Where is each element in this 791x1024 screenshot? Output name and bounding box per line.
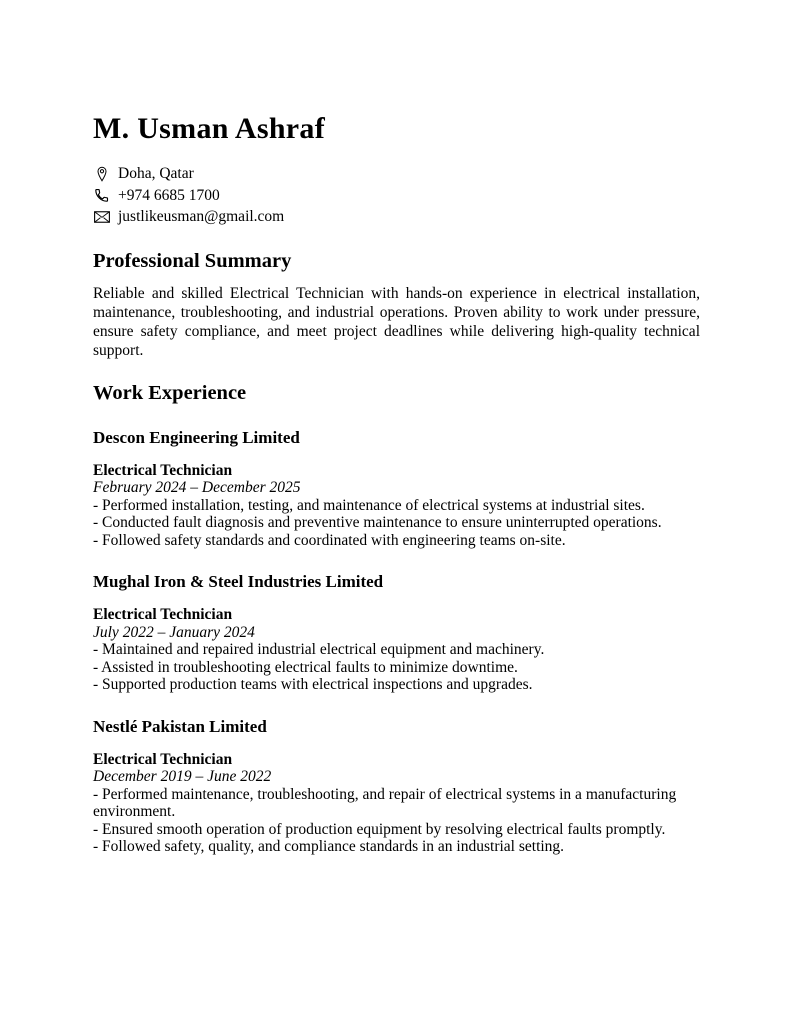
job-dates: February 2024 – December 2025	[93, 479, 301, 496]
job-entry-nestle	[93, 717, 700, 856]
company-name: Descon Engineering Limited	[93, 427, 300, 447]
email-text: justlikeusman@gmail.com	[118, 208, 285, 225]
email-envelope-icon	[93, 211, 110, 223]
job-title: Electrical Technician	[93, 750, 233, 768]
contact-phone	[93, 185, 700, 207]
phone-icon	[93, 188, 110, 203]
contact-location	[93, 163, 700, 185]
company-name: Nestlé Pakistan Limited	[93, 716, 267, 736]
summary-heading: Professional Summary	[93, 249, 292, 272]
job-entry-descon	[93, 428, 700, 550]
job-title: Electrical Technician	[93, 461, 233, 479]
candidate-name: M. Usman Ashraf	[93, 112, 326, 145]
job-bullet: - Followed safety, quality, and compliance standards in an industrial setting.	[93, 838, 565, 855]
job-bullet: - Supported production teams with electrical inspections and upgrades.	[93, 676, 533, 693]
company-name: Mughal Iron & Steel Industries Limited	[93, 572, 384, 591]
job-title: Electrical Technician	[93, 606, 233, 623]
job-dates: December 2019 – June 2022	[93, 768, 272, 785]
location-text: Doha, Qatar	[118, 165, 194, 182]
job-bullet: - Performed installation, testing, and maintenance of electrical systems at industrial sites.	[93, 496, 645, 514]
phone-text: +974 6685 1700	[118, 186, 220, 204]
job-bullet: - Followed safety standards and coordinated with engineering teams on-site.	[93, 531, 566, 549]
contact-block	[93, 163, 700, 228]
job-entry-mughal	[93, 572, 700, 694]
job-bullet: - Conducted fault diagnosis and preventive maintenance to ensure uninterrupted operations.	[93, 514, 662, 531]
job-bullet: - Ensured smooth operation of production equipment by resolving electrical faults promptly.	[93, 820, 666, 838]
job-bullet: - Assisted in troubleshooting electrical faults to minimize downtime.	[93, 658, 518, 676]
location-pin-icon	[93, 166, 110, 182]
job-bullet: - Maintained and repaired industrial electrical equipment and machinery.	[93, 641, 545, 658]
experience-heading: Work Experience	[93, 381, 247, 404]
job-dates: July 2022 – January 2024	[93, 623, 255, 641]
job-bullet: - Performed maintenance, troubleshooting, and repair of electrical systems in a manufacturing environment.	[93, 785, 677, 820]
summary-text: Reliable and skilled Electrical Technician with hands-on experience in electrical installation, maintenance, troubleshooting, and industrial operations. Proven ability to work under pressure, ensure safety compliance, and meet project deadlines while delivering high-quality technical support.	[93, 284, 700, 359]
contact-email	[93, 206, 700, 228]
